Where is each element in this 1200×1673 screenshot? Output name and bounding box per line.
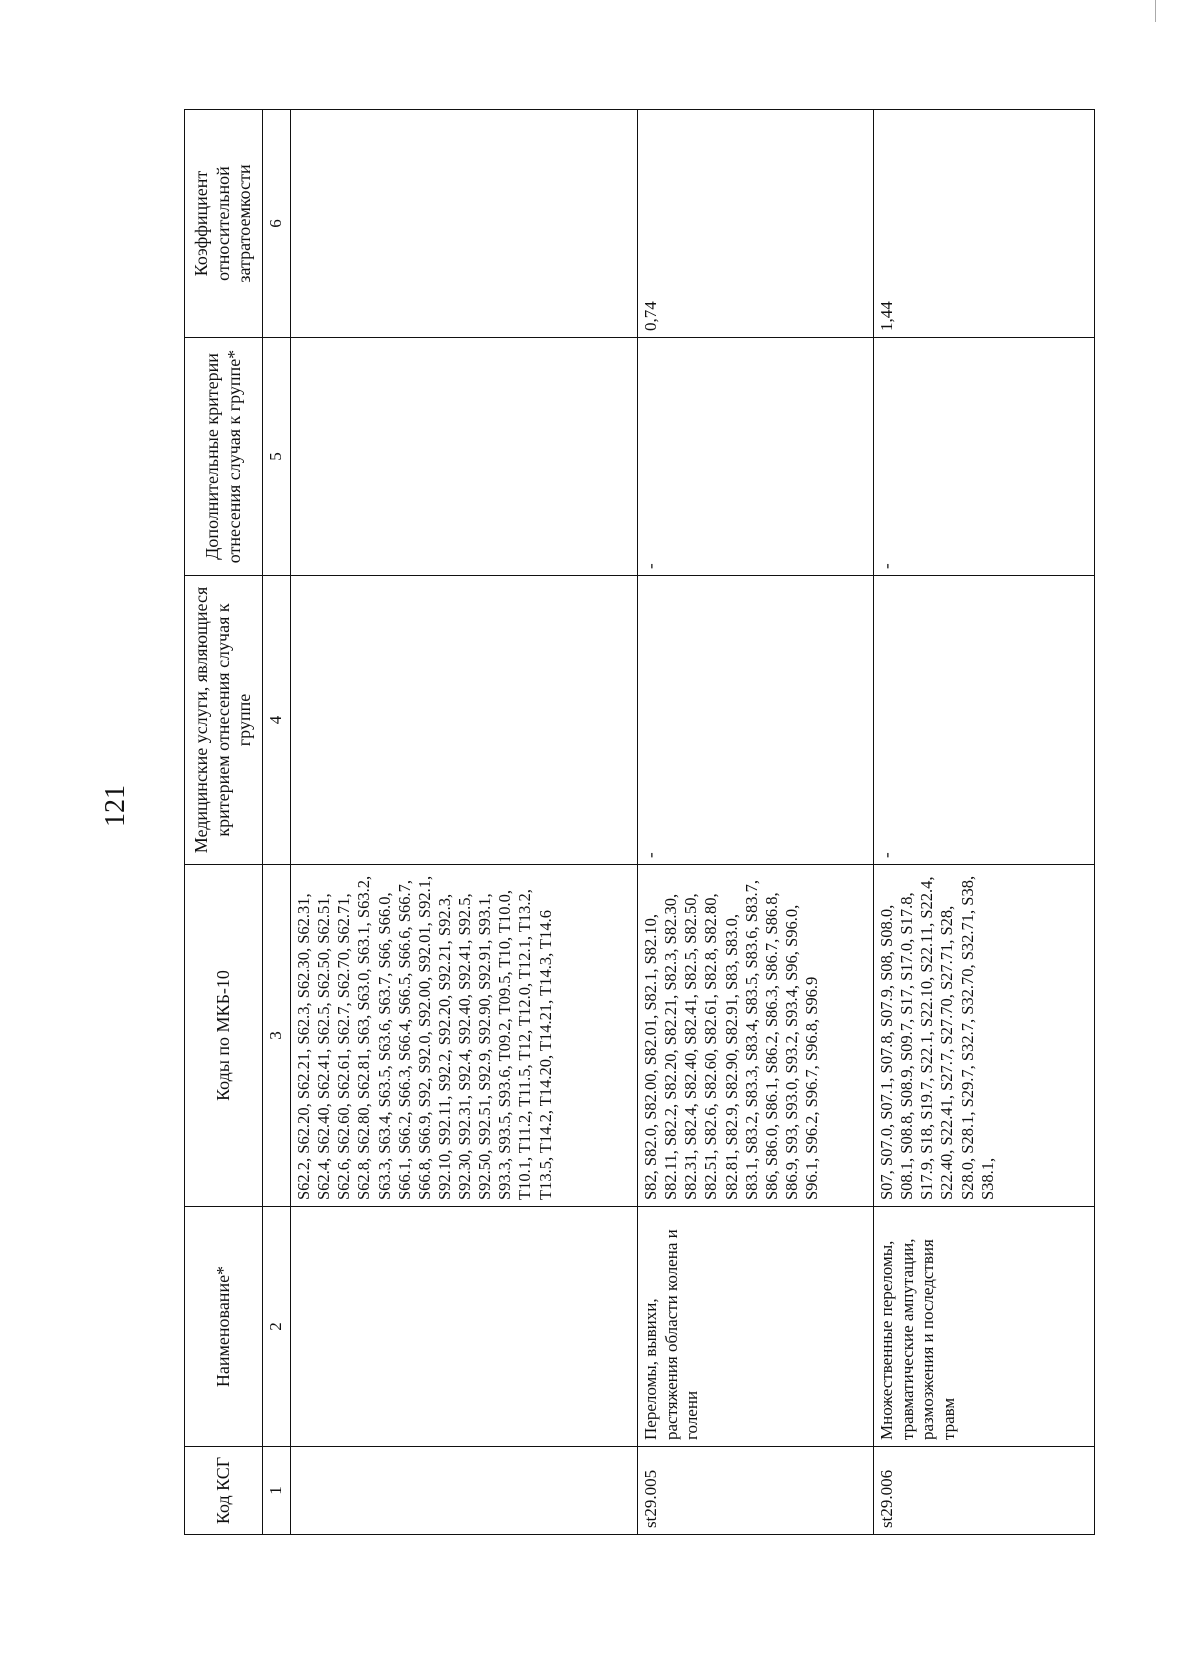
- column-number: 3: [263, 865, 291, 1207]
- coefficient-cell: 1,44: [874, 110, 1095, 338]
- header-name: Наименование*: [185, 1207, 263, 1447]
- extra-criteria-cell: [291, 338, 638, 576]
- scan-artifact-line: [1155, 0, 1156, 22]
- mkb-codes-cell: S82, S82.0, S82.00, S82.01, S82.1, S82.10, S82.11, S82.2, S82.20, S82.21, S82.3, S82.30, S82.31, S82.4, S82.40, S82.41, S82.5, S82.50, S82.51, S82.6, S82.60, S82.61, S82.8, S82.80, S82.81, S82.9, S82.90, S82.91, S83, S83.0, S83.1, S83.2, S83.3, S83.4, S83.5, S83.6, S83.7, S86, S86.0, S86.1, S86.2, S86.3, S86.7, S86.8, S86.9, S93, S93.0, S93.2, S93.4, S96, S96.0, S96.1, S96.2, S96.7, S96.8, S96.9: [638, 865, 874, 1207]
- column-number-row: [263, 110, 291, 1535]
- name-cell: Множественные переломы, травматические ампутации, размозжения и последствия травм: [874, 1207, 1095, 1447]
- column-number: 5: [263, 338, 291, 576]
- services-cell: -: [638, 576, 874, 865]
- name-cell: Переломы, вывихи, растяжения области колена и голени: [638, 1207, 874, 1447]
- extra-criteria-cell: -: [638, 338, 874, 576]
- table-header-row: [185, 110, 263, 1535]
- extra-criteria-cell: -: [874, 338, 1095, 576]
- column-number: 4: [263, 576, 291, 865]
- ksg-code-cell: st29.006: [874, 1447, 1095, 1535]
- mkb-codes-cell: S07, S07.0, S07.1, S07.8, S07.9, S08, S08.0, S08.1, S08.8, S08.9, S09.7, S17, S17.0, S17.8, S17.9, S18, S19.7, S22.1, S22.10, S22.11, S22.4, S22.40, S22.41, S27.7, S27.70, S27.71, S28, S28.0, S28.1, S29.7, S32.7, S32.70, S32.71, S38, S38.1,: [874, 865, 1095, 1207]
- coefficient-cell: [291, 110, 638, 338]
- ksg-code-cell: st29.005: [638, 1447, 874, 1535]
- mkb-codes-cell: S62.2, S62.20, S62.21, S62.3, S62.30, S62.31, S62.4, S62.40, S62.41, S62.5, S62.50, S62.51, S62.6, S62.60, S62.61, S62.7, S62.70, S62.71, S62.8, S62.80, S62.81, S63, S63.0, S63.1, S63.2, S63.3, S63.4, S63.5, S63.6, S63.7, S66, S66.0, S66.1, S66.2, S66.3, S66.4, S66.5, S66.6, S66.7, S66.8, S66.9, S92, S92.0, S92.00, S92.01, S92.1, S92.10, S92.11, S92.2, S92.20, S92.21, S92.3, S92.30, S92.31, S92.4, S92.40, S92.41, S92.5, S92.50, S92.51, S92.9, S92.90, S92.91, S93.1, S93.3, S93.5, S93.6, T09.2, T09.5, T10, T10.0, T10.1, T11.2, T11.5, T12, T12.0, T12.1, T13.2, T13.5, T14.2, T14.20, T14.21, T14.3, T14.6: [291, 865, 638, 1207]
- column-number: 2: [263, 1207, 291, 1447]
- rotated-table-container: [184, 110, 1094, 1535]
- header-mkb-codes: Коды по МКБ-10: [185, 865, 263, 1207]
- header-ksg-code: Код КСГ: [185, 1447, 263, 1535]
- services-cell: -: [874, 576, 1095, 865]
- name-cell: [291, 1207, 638, 1447]
- column-number: 1: [263, 1447, 291, 1535]
- table-row: [291, 110, 638, 1535]
- column-number: 6: [263, 110, 291, 338]
- header-coefficient: Коэффициент относительной затратоемкости: [185, 110, 263, 338]
- table-row: [874, 110, 1095, 1535]
- ksg-code-cell: [291, 1447, 638, 1535]
- services-cell: [291, 576, 638, 865]
- ksg-table: [184, 109, 1095, 1535]
- header-services: Медицинские услуги, являющиеся критерием отнесения случая к группе: [185, 576, 263, 865]
- coefficient-cell: 0,74: [638, 110, 874, 338]
- page-number: 121: [100, 785, 131, 827]
- table-row: [638, 110, 874, 1535]
- header-extra-criteria: Дополнительные критерии отнесения случая к группе*: [185, 338, 263, 576]
